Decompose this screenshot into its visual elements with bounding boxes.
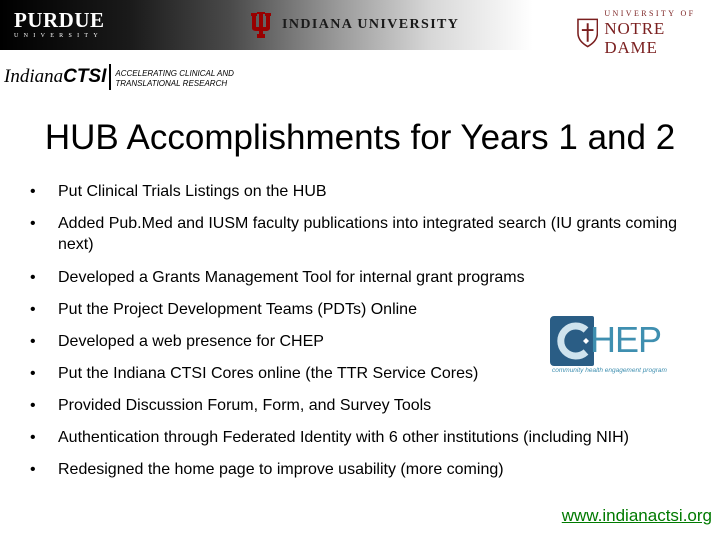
iu-logo xyxy=(248,11,459,39)
notre-dame-subtitle: UNIVERSITY OF xyxy=(604,9,696,18)
list-item-text: Put Clinical Trials Listings on the HUB xyxy=(58,183,327,200)
ctsi-brand xyxy=(4,64,106,90)
chep-logo-subtitle: community health engagement program xyxy=(552,367,667,374)
chep-logo xyxy=(550,316,680,378)
chep-c-shape-icon xyxy=(550,316,594,366)
list-item-text: Added Pub.Med and IUSM faculty publications into integrated search (IU grants coming next) xyxy=(58,215,677,253)
list-item-text: Developed a Grants Management Tool for internal grant programs xyxy=(58,269,525,286)
purdue-logo-name: PURDUE xyxy=(14,8,105,32)
ctsi-brand-ctsi: CTSI xyxy=(63,66,107,87)
notre-dame-shield-icon xyxy=(577,18,598,48)
list-item-text: Developed a web presence for CHEP xyxy=(58,333,324,350)
website-link[interactable]: www.indianactsi.org xyxy=(561,506,712,525)
list-item-text: Authentication through Federated Identity with 6 other institutions (including NIH) xyxy=(58,429,629,446)
bullet-icon: • xyxy=(30,429,36,446)
ctsi-brand-indiana: Indiana xyxy=(4,66,64,87)
bullet-icon: • xyxy=(30,269,36,286)
bullet-icon: • xyxy=(30,333,36,350)
bullet-icon: • xyxy=(30,365,36,382)
list-item-text: Put the Indiana CTSI Cores online (the TTR Service Cores) xyxy=(58,365,479,382)
purdue-logo xyxy=(14,9,105,40)
chep-c-mark-icon xyxy=(550,316,594,366)
list-item xyxy=(30,395,710,427)
iu-trident-icon xyxy=(248,11,274,39)
list-item xyxy=(30,427,710,459)
bullet-icon: • xyxy=(30,461,36,478)
list-item xyxy=(30,267,710,299)
notre-dame-logo xyxy=(577,9,720,57)
slide-title: HUB Accomplishments for Years 1 and 2 xyxy=(44,118,676,157)
ctsi-divider xyxy=(109,64,111,90)
ctsi-tagline-line2: TRANSLATIONAL RESEARCH xyxy=(115,79,228,88)
list-item-text: Provided Discussion Forum, Form, and Survey Tools xyxy=(58,397,432,414)
chep-logo-letters: HEP xyxy=(590,319,662,360)
university-banner xyxy=(0,0,720,57)
bullet-icon: • xyxy=(30,301,36,318)
list-item xyxy=(30,181,710,213)
bullet-icon: • xyxy=(30,397,36,414)
ctsi-tagline xyxy=(115,69,234,89)
list-item-text: Put the Project Development Teams (PDTs) Online xyxy=(58,301,417,318)
indiana-ctsi-logo xyxy=(4,64,234,90)
notre-dame-name: NOTRE DAME xyxy=(604,19,666,57)
iu-logo-name: INDIANA UNIVERSITY xyxy=(282,17,460,32)
bullet-icon: • xyxy=(30,215,36,232)
list-item xyxy=(30,459,710,491)
purdue-logo-subtitle: UNIVERSITY xyxy=(14,33,103,39)
ctsi-tagline-line1: ACCELERATING CLINICAL AND xyxy=(115,69,234,78)
list-item xyxy=(30,213,710,267)
list-item-text: Redesigned the home page to improve usability (more coming) xyxy=(58,461,504,478)
bullet-icon: • xyxy=(30,183,36,200)
